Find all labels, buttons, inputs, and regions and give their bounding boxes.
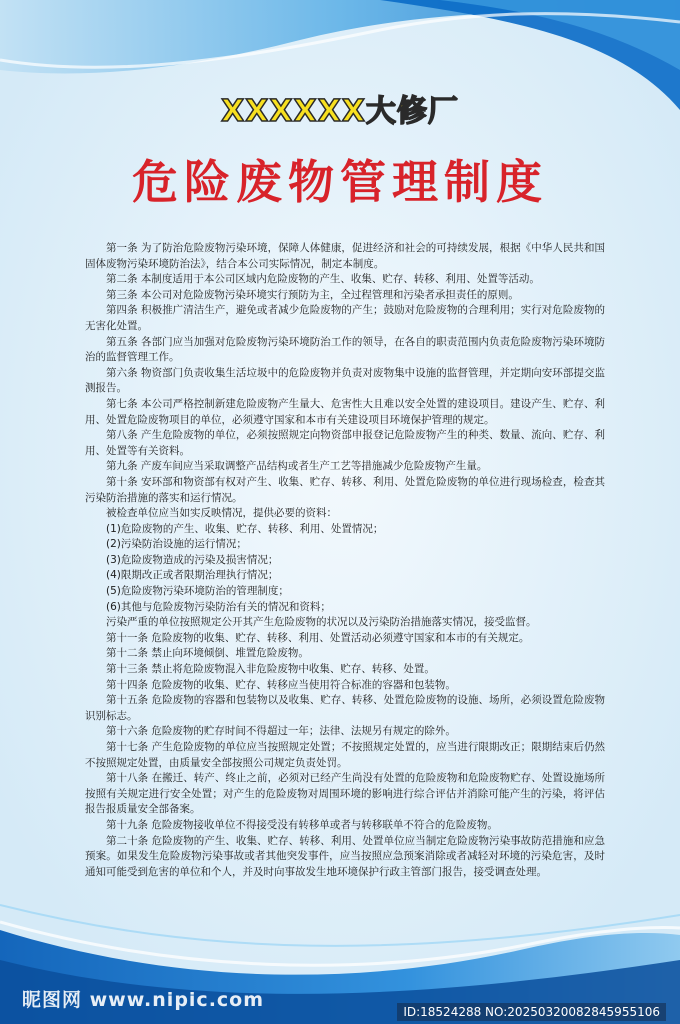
regulation-paragraph: 第十四条 危险废物的收集、贮存、转移应当使用符合标准的容器和包装物。	[106, 678, 456, 691]
regulation-paragraph: 第十八条 在搬迁、转产、终止之前，必须对已经产生尚没有处置的危险废物和危险废物贮存、处置设施场所按照有关规定进行安全处置；对产生的危险废物对周围环境的影响进行综合评估并消除可能产生的污染，将评估报告报质量安全部备案。	[85, 772, 605, 816]
regulation-paragraph: 第六条 物资部门负责收集生活垃圾中的危险废物并负责对废物集中设施的监督管理，并定期向安环部提交监测报告。	[85, 366, 605, 395]
regulation-paragraph: 第十九条 危险废物接收单位不得接受没有转移单或者与转移联单不符合的危险废物。	[106, 818, 498, 831]
regulation-paragraph: 第四条 积极推广清洁生产，避免或者减少危险废物的产生；鼓励对危险废物的合理利用；实行对危险废物的无害化处置。	[85, 304, 605, 332]
regulation-paragraph: 第八条 产生危险废物的单位，必须按照规定向物资部申报登记危险废物产生的种类、数量、流向、贮存、利用、处置等有关资料。	[85, 429, 605, 457]
regulation-paragraph: 第七条 本公司严格控制新建危险废物产生量大、危害性大且难以安全处置的建设项目。建设产生、贮存、利用、处置危险废物项目的单位，必须遵守国家和本市有关建设项目环境保护管理的规定。	[85, 397, 605, 426]
regulation-paragraph: 第九条 产废车间应当采取调整产品结构或者生产工艺等措施减少危险废物产生量。	[106, 460, 488, 473]
regulation-paragraph: (4)限期改正或者限期治理执行情况；	[106, 569, 279, 582]
regulation-paragraph: (6)其他与危险废物污染防治有关的情况和资料；	[106, 600, 331, 613]
regulation-paragraph: 第十三条 禁止将危险废物混入非危险废物中收集、贮存、转移、处置。	[106, 663, 435, 676]
regulation-paragraph: 第十二条 禁止向环境倾倒、堆置危险废物。	[106, 647, 309, 660]
regulation-text	[85, 241, 605, 880]
regulation-paragraph: 第五条 各部门应当加强对危险废物污染环境防治工作的领导，在各自的职责范围内负责危险废物污染环境防治的监督管理工作。	[85, 335, 605, 364]
regulation-paragraph: (3)危险废物造成的污染及损害情况；	[106, 553, 279, 566]
regulation-paragraph: 被检查单位应当如实反映情况，提供必要的资料：	[106, 507, 337, 520]
regulation-paragraph: 第十五条 危险废物的容器和包装物以及收集、贮存、转移、处置危险废物的设施、场所，必须设置危险废物识别标志。	[85, 694, 605, 722]
regulation-paragraph: 第二十条 危险废物的产生、收集、贮存、转移、利用、处置单位应当制定危险废物污染事故防范措施和应急预案。如果发生危险废物污染事故或者其他突发事件，应当按照应急预案消除或者减轻对环境的污染危害，及时通知可能受到危害的单位和个人，并及时向事故发生地环境保护行政主管部门报告，接受调查处理。	[85, 834, 605, 878]
regulation-paragraph: 污染严重的单位按照规定公开其产生危险废物的状况以及污染防治措施落实情况，接受监督。	[106, 616, 537, 629]
regulation-paragraph: (1)危险废物的产生、收集、贮存、转移、利用、处置情况；	[106, 522, 384, 535]
regulation-paragraph: 第十一条 危险废物的收集、贮存、转移、利用、处置活动必须遵守国家和本市的有关规定。	[106, 631, 530, 644]
regulation-paragraph: 第十六条 危险废物的贮存时间不得超过一年；法律、法规另有规定的除外。	[106, 725, 456, 738]
company-name: XXXXXX大修厂	[221, 94, 459, 129]
page-title: 危险废物管理制度	[132, 155, 548, 209]
regulation-paragraph: 第一条 为了防治危险废物污染环境，保障人体健康，促进经济和社会的可持续发展，根据《中华人民共和国固体废物污染环境防治法》，结合本公司实际情况，制定本制度。	[85, 242, 605, 270]
regulation-paragraph: (5)危险废物污染环境防治的管理制度；	[106, 585, 289, 598]
regulation-paragraph: (2)污染防治设施的运行情况；	[106, 538, 247, 551]
watermark-site: 昵图网 www.nipic.com	[22, 989, 265, 1011]
regulation-paragraph: 第十条 安环部和物资部有权对产生、收集、贮存、转移、利用、处置危险废物的单位进行现场检查，检查其污染防治措施的落实和运行情况。	[85, 475, 605, 504]
regulation-paragraph: 第三条 本公司对危险废物污染环境实行预防为主，全过程管理和污染者承担责任的原则。	[106, 288, 519, 301]
regulation-paragraph: 第十七条 产生危险废物的单位应当按照规定处置；不按照规定处置的，应当进行限期改正；限期结束后仍然不按照规定处置，由质量安全部按照公司规定负责处罚。	[85, 741, 605, 769]
watermark-id: ID:18524288 NO:20250320082845955106	[397, 1003, 666, 1021]
regulation-paragraph: 第二条 本制度适用于本公司区域内危险废物的产生、收集、贮存、转移、利用、处置等活动。	[106, 273, 540, 286]
